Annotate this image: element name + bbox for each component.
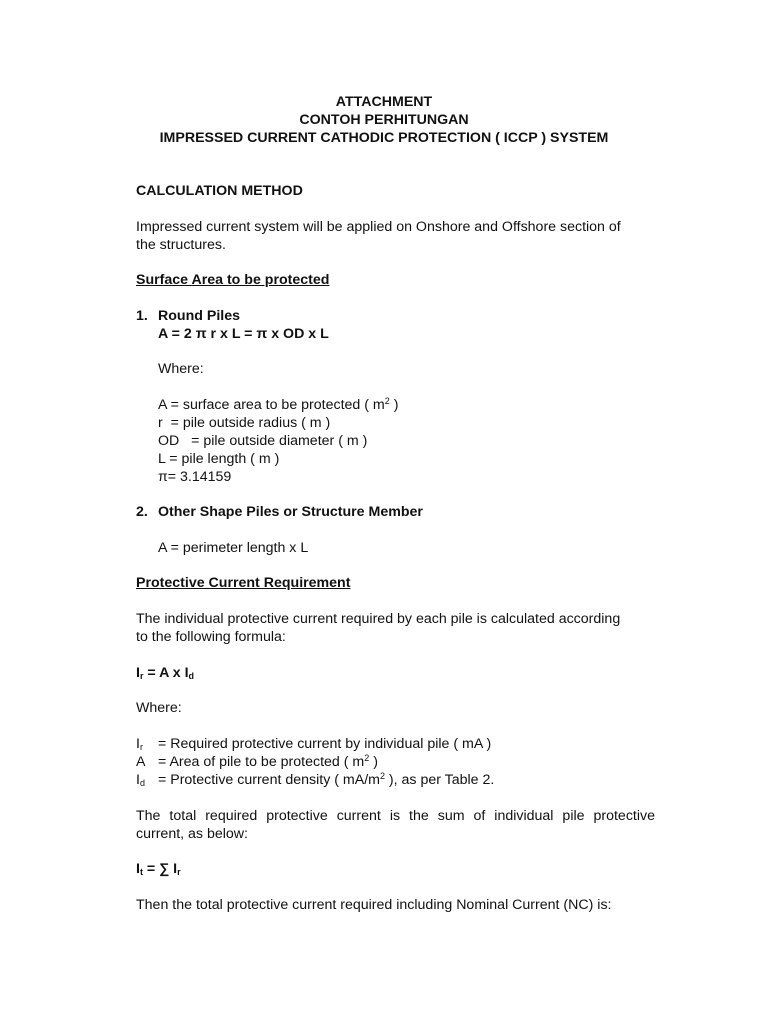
doc-title-contoh: CONTOH PERHITUNGAN (299, 112, 469, 128)
item1-def-area: A = surface area to be protected ( $m^2$ ) (158, 396, 399, 413)
formula-it: $I_t$ = ∑ $I_r$ (136, 861, 181, 877)
doc-title-iccp: IMPRESSED CURRENT CATHODIC PROTECTION ( ICCP ) SYSTEM (159, 130, 609, 146)
intro-paragraph-line2: the structures. (136, 237, 226, 253)
def-ir: $I_r$ = Required protective current by individual pile ( mA ) (136, 736, 492, 752)
item2-formula: A = perimeter length x L (158, 540, 309, 556)
heading-calculation-method: CALCULATION METHOD (136, 183, 303, 199)
item2-title: Other Shape Piles or Structure Member (158, 504, 423, 520)
intro-paragraph-line1: Impressed current system will be applied on Onshore and Offshore section of (136, 219, 621, 235)
heading-protective-current: Protective Current Requirement (136, 575, 351, 591)
protective-where: Where: (136, 700, 182, 716)
item1-title: Round Piles (158, 308, 240, 324)
protective-intro-line2: to the following formula: (136, 629, 286, 645)
item2-number: 2. (136, 504, 148, 520)
def-area: A = Area of pile to be protected ( $m^2$ ) (136, 753, 378, 770)
item1-def-pi: π= 3.14159 (158, 469, 232, 485)
nominal-current-line: Then the total protective current required including Nominal Current (NC) is: (136, 897, 612, 913)
heading-surface-area: Surface Area to be protected (136, 272, 330, 288)
item1-where: Where: (158, 361, 204, 377)
item1-def-length: L = pile length ( m ) (158, 451, 280, 467)
doc-title-attachment: ATTACHMENT (335, 94, 433, 110)
total-paragraph-line1: The total required protective current is the sum of individual pile protective (136, 808, 655, 824)
def-id: $I_d$ = Protective current density ( $mA/m^2$ ), as per Table 2. (136, 771, 495, 788)
item1-number: 1. (136, 308, 148, 324)
protective-intro-line1: The individual protective current required by each pile is calculated according (136, 611, 621, 627)
item1-def-radius: r = pile outside radius ( m ) (158, 415, 331, 431)
formula-ir: $I_r = A$ x $I_d$ (136, 665, 195, 681)
total-paragraph-line2: current, as below: (136, 826, 248, 842)
item1-formula: A = 2 π r x L = π x OD x L (158, 326, 329, 342)
item1-def-od: OD = pile outside diameter ( m ) (158, 433, 368, 449)
